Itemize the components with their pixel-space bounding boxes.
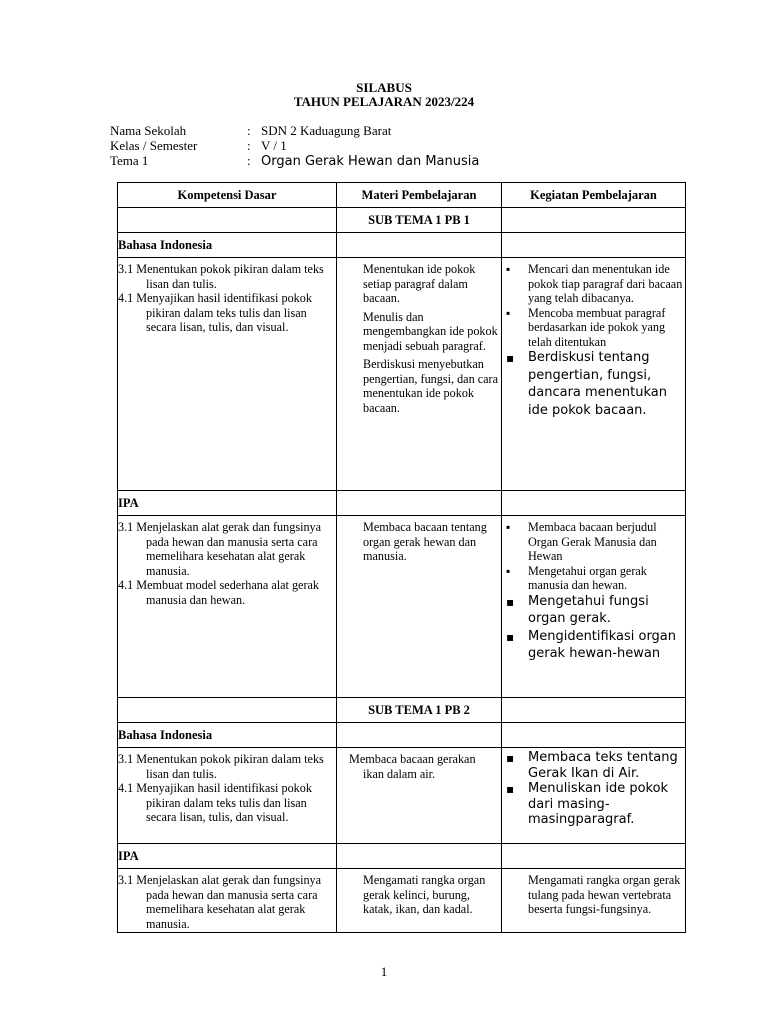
kd-item: 4.1 Menyajikan hasil identifikasi pokok pikiran dalam teks tulis dan lisan secara lisan, tulis, dan visual. — [118, 291, 312, 334]
kegiatan-item: ▪ Membaca bacaan berjudul Organ Gerak Manusia dan Hewan — [502, 520, 685, 564]
kd-item: 3.1 Menjelaskan alat gerak dan fungsinya pada hewan dan manusia serta cara memelihara kesehatan alat gerak manusia. — [118, 520, 322, 578]
kd-item: 4.1 Menyajikan hasil identifikasi pokok pikiran dalam teks tulis dan lisan secara lisan, tulis, dan visual. — [118, 781, 312, 824]
info-label: Kelas / Semester — [110, 138, 198, 153]
materi-item: Membaca bacaan tentang organ gerak hewan dan manusia. — [363, 520, 487, 563]
kd-item: 3.1 Menentukan pokok pikiran dalam teks lisan dan tulis. — [118, 752, 324, 781]
kegiatan-item: ▪ Mengidentifikasi organ gerak hewan-hewan — [502, 628, 685, 663]
subtema-row — [118, 208, 686, 233]
table-row — [118, 748, 686, 844]
info-value: Organ Gerak Hewan dan Manusia — [261, 154, 480, 169]
info-value: SDN 2 Kaduagung Barat — [261, 123, 392, 138]
subject-label: Bahasa Indonesia — [118, 723, 337, 748]
info-row-theme — [110, 154, 479, 169]
header-kompetensi-dasar: Kompetensi Dasar — [118, 183, 337, 208]
table-row — [118, 869, 686, 933]
info-separator: : — [247, 153, 251, 168]
info-separator: : — [247, 123, 251, 138]
kegiatan-item: Mengamati rangka organ gerak tulang pada hewan vertebrata beserta fungsi-fungsinya. — [528, 873, 681, 916]
header-materi-pembelajaran: Materi Pembelajaran — [337, 183, 502, 208]
kegiatan-item: ▪ Menuliskan ide pokok dari masing-masingparagraf. — [502, 781, 685, 828]
table-row — [118, 258, 686, 491]
materi-cell — [337, 869, 502, 933]
kegiatan-item: ▪ Mengetahui organ gerak manusia dan hewan. — [502, 564, 685, 593]
document-title: SILABUS — [356, 80, 412, 95]
kd-item: 3.1 Menjelaskan alat gerak dan fungsinya pada hewan dan manusia serta cara memelihara kesehatan alat gerak manusia. — [118, 873, 322, 931]
kegiatan-item: ▪ Mencari dan menentukan ide pokok tiap paragraf dari bacaan yang telah dibacanya. — [502, 262, 685, 306]
kegiatan-item: ▪ Mengetahui fungsi organ gerak. — [502, 593, 685, 628]
page-number: 1 — [380, 964, 388, 979]
info-value: V / 1 — [261, 138, 287, 153]
kd-cell — [118, 516, 337, 698]
info-row-school — [110, 124, 391, 138]
subject-label: IPA — [118, 844, 337, 869]
kd-item: 4.1 Membuat model sederhana alat gerak manusia dan hewan. — [118, 578, 320, 607]
materi-item: Mengamati rangka organ gerak kelinci, burung, katak, ikan, dan kadal. — [363, 873, 486, 916]
table-header-row — [118, 183, 686, 208]
subject-label: Bahasa Indonesia — [118, 233, 337, 258]
materi-item: Membaca bacaan gerakan ikan dalam air. — [349, 752, 476, 781]
syllabus-table — [117, 182, 686, 933]
info-row-class — [110, 139, 287, 153]
info-label: Nama Sekolah — [110, 123, 187, 138]
kegiatan-cell — [502, 748, 686, 844]
kd-cell — [118, 748, 337, 844]
materi-item: Berdiskusi menyebutkan pengertian, fungsi, dan cara menentukan ide pokok bacaan. — [363, 357, 499, 415]
header-kegiatan-pembelajaran: Kegiatan Pembelajaran — [502, 183, 686, 208]
materi-item: Menulis dan mengembangkan ide pokok menjadi sebuah paragraf. — [363, 309, 498, 353]
subject-label: IPA — [118, 491, 337, 516]
kd-cell — [118, 258, 337, 491]
subtema-row — [118, 698, 686, 723]
subtema-label: SUB TEMA 1 PB 2 — [337, 698, 502, 723]
materi-cell — [337, 748, 502, 844]
subject-row — [118, 723, 686, 748]
materi-cell — [337, 258, 502, 491]
kegiatan-item: ▪ Berdiskusi tentang pengertian, fungsi, dancara menentukan ide pokok bacaan. — [502, 349, 685, 419]
kegiatan-cell — [502, 869, 686, 933]
subject-row — [118, 491, 686, 516]
table-row — [118, 516, 686, 698]
kegiatan-item: ▪ Mencoba membuat paragraf berdasarkan ide pokok yang telah ditentukan — [502, 306, 685, 350]
materi-cell — [337, 516, 502, 698]
info-separator: : — [247, 138, 251, 153]
materi-item: Menentukan ide pokok setiap paragraf dalam bacaan. — [363, 262, 476, 305]
kegiatan-cell — [502, 516, 686, 698]
kd-cell — [118, 869, 337, 933]
subject-row — [118, 844, 686, 869]
subject-row — [118, 233, 686, 258]
document-subtitle: TAHUN PELAJARAN 2023/224 — [293, 94, 475, 109]
info-label: Tema 1 — [110, 153, 149, 168]
kegiatan-item: ▪ Membaca teks tentang Gerak Ikan di Air. — [502, 750, 685, 781]
kd-item: 3.1 Menentukan pokok pikiran dalam teks lisan dan tulis. — [118, 262, 324, 291]
kegiatan-cell — [502, 258, 686, 491]
subtema-label: SUB TEMA 1 PB 1 — [337, 208, 502, 233]
